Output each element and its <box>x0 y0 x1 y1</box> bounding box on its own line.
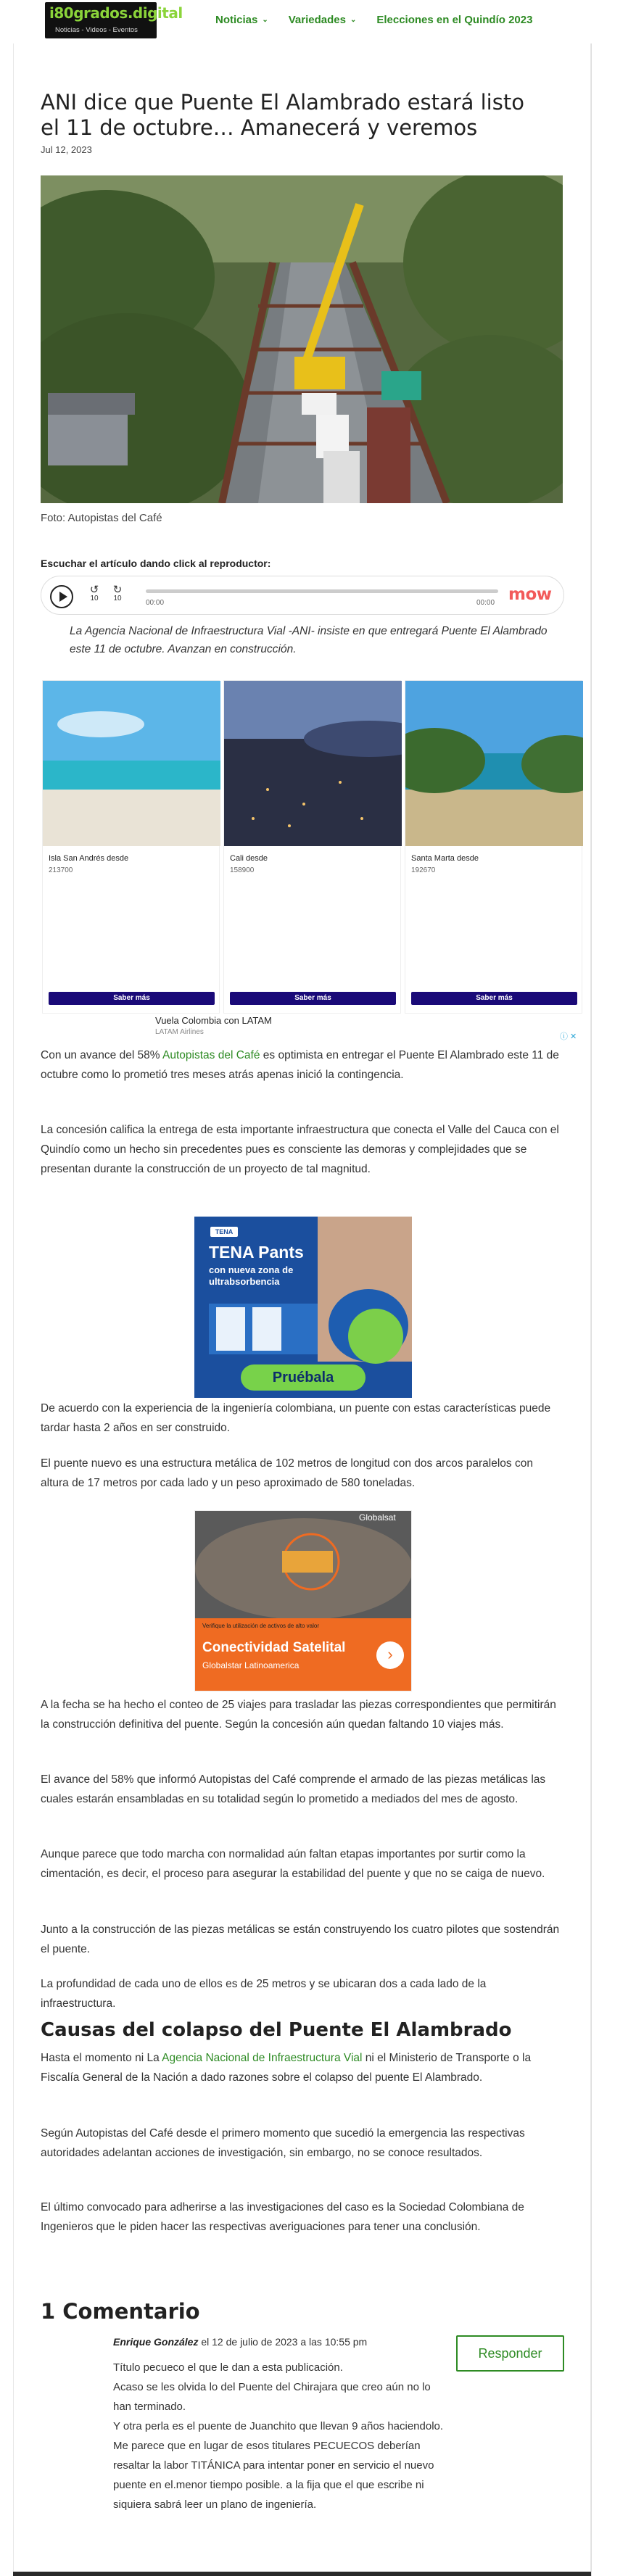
text: Con un avance del 58% <box>41 1049 163 1061</box>
coast-illustration <box>405 681 583 846</box>
arrow-right-icon[interactable]: › <box>376 1641 404 1669</box>
globalsat-headline: Conectividad Satelital <box>202 1640 346 1655</box>
saber-mas-button[interactable]: Saber más <box>230 992 396 1005</box>
adchoices-icon[interactable]: ⓘ ✕ <box>560 1032 577 1041</box>
text: Hasta el momento ni La <box>41 2052 162 2064</box>
ani-link[interactable]: Agencia Nacional de Infraestructura Vial <box>162 2052 363 2064</box>
rewind-icon: ↺ <box>89 584 99 596</box>
article-paragraph: De acuerdo con la experiencia de la ingeniería colombiana, un puente con estas características puede tardar hasta 2 años en ser construido. <box>41 1402 551 1434</box>
autopistas-link[interactable]: Autopistas del Café <box>162 1049 260 1061</box>
ad-image-beach <box>43 681 220 846</box>
article-paragraph: El avance del 58% que informó Autopistas del Café comprende el armado de las piezas metálicas las cuales estarán ensambladas en su totalidad según lo prometido a mediados del mes de agosto. <box>41 1773 546 1805</box>
post-date: Jul 12, 2023 <box>41 144 92 155</box>
nav-label: Elecciones en el Quindío 2023 <box>376 14 533 26</box>
logo-tagline: Noticias - Videos - Eventos <box>55 26 138 34</box>
article-lead: La Agencia Nacional de Infraestructura Vial -ANI- insiste en que entregará Puente El Alambrado este 11 de octubre. Avanzan en construcción. <box>70 625 548 655</box>
saber-mas-button[interactable]: Saber más <box>411 992 577 1005</box>
beach-illustration <box>43 681 220 846</box>
globalsat-image <box>195 1511 412 1618</box>
article-paragraph: Según Autopistas del Café desde el primero momento que sucedió la emergencia las respectivas autoridades adelantan acciones de investigación, sin embargo, no se conoce resultados. <box>41 2127 525 2159</box>
ad-sponsor[interactable]: Vuela Colombia con LATAM <box>155 1015 272 1026</box>
city-illustration <box>224 681 402 846</box>
tena-subheadline: con nueva zona de ultrabsorbencia <box>209 1264 294 1287</box>
ad-banner-tena[interactable] <box>194 1217 412 1398</box>
ad-destination: Cali desde <box>230 854 268 863</box>
comment-line: Título pecueco el que le dan a esta publicación. <box>113 2361 343 2374</box>
article-paragraph: La concesión califica la entrega de esta importante infraestructura que conecta el Valle del Cauca con el Quindío como un hecho sin precedentes pues es consciente las demoras y complejidades que se presentan durante la construcción de un proyecto de tal magnitud. <box>41 1124 559 1175</box>
chevron-down-icon: ⌄ <box>350 16 357 24</box>
text: ni el Ministerio de Transporte o la Fiscalía General de la Nación a dado razones sobre el colapso del puente El Alambrado. <box>41 2052 532 2084</box>
globalsat-tagline: Verifique la utilización de activos de alto valor <box>202 1623 319 1629</box>
divider <box>591 44 592 2576</box>
site-header <box>0 0 636 44</box>
comment-date: el 12 de julio de 2023 a las 10:55 pm <box>198 2336 368 2348</box>
comment-line: Acaso se les olvida lo del Puente del Chirajara que creo aún no lo han terminado. <box>113 2381 431 2413</box>
ad-card[interactable] <box>42 680 220 1014</box>
site-logo[interactable] <box>45 2 183 38</box>
comment-author[interactable]: Enrique González <box>113 2336 199 2348</box>
hero-image-bridge <box>41 175 563 503</box>
nav-item-variedades[interactable] <box>289 14 357 26</box>
chevron-down-icon: ⌄ <box>262 16 268 24</box>
globalsat-logo: Globalsat <box>359 1512 396 1523</box>
comments-title: 1 Comentario <box>41 2299 200 2324</box>
nav-item-elecciones[interactable] <box>376 14 532 26</box>
footer-bar <box>13 2572 591 2576</box>
article-paragraph <box>41 1045 564 1085</box>
article-paragraph <box>41 2048 564 2087</box>
post-title: ANI dice que Puente El Alambrado estará listo el 11 de octubre… Amanecerá y veremos <box>41 90 524 140</box>
skip-back-button[interactable] <box>85 586 104 605</box>
article-paragraph: A la fecha se ha hecho el conteo de 25 viajes para trasladar las piezas correspondientes que permitirán la construcción definitiva del puente. Según la concesión aún quedan faltando 10 viajes más. <box>41 1699 556 1731</box>
time-current: 00:00 <box>146 599 165 607</box>
article-paragraph: Aunque parece que todo marcha con normalidad aún faltan etapas importantes por surtir como la cimentación, es decir, el proceso para asegurar la estabilidad del puente y que no se caiga de nuevo. <box>41 1848 545 1880</box>
forward-icon: ↻ <box>112 584 123 596</box>
ad-sponsor-brand: LATAM Airlines <box>155 1028 204 1036</box>
section-heading: Causas del colapso del Puente El Alambrado <box>41 2019 512 2041</box>
tena-brand: TENA <box>210 1227 238 1237</box>
globalsat-subheadline: Globalstar Latinoamerica <box>202 1660 300 1670</box>
ad-price: 192670 <box>411 866 436 874</box>
ad-price: 213700 <box>49 866 73 874</box>
ad-banner-globalsat[interactable] <box>194 1510 412 1691</box>
saber-mas-button[interactable]: Saber más <box>49 992 215 1005</box>
ad-card[interactable] <box>223 680 401 1014</box>
comment-line: Y otra perla es el puente de Juanchito que llevan 9 años haciendolo. <box>113 2420 444 2432</box>
article-paragraph: La profundidad de cada uno de ellos es de 25 metros y se ubicaran dos a cada lado de la infraestructura. <box>41 1978 487 2010</box>
article-paragraph: El último convocado para adherirse a las investigaciones del caso es la Sociedad Colombiana de Ingenieros que le piden hacer las respectivas averiguaciones para tener una conclusión. <box>41 2201 524 2233</box>
skip-back-seconds: 10 <box>90 595 99 602</box>
article-paragraph: Junto a la construcción de las piezas metálicas se están construyendo los cuatro pilotes que sostendrán el puente. <box>41 1923 560 1955</box>
image-caption: Foto: Autopistas del Café <box>41 512 162 524</box>
nav-label: Noticias <box>215 14 258 26</box>
play-button[interactable] <box>50 585 73 608</box>
nav-label: Variedades <box>288 14 346 26</box>
skip-forward-seconds: 10 <box>113 595 122 602</box>
ad-destination: Santa Marta desde <box>411 854 479 863</box>
ad-card[interactable] <box>405 680 582 1014</box>
nav-item-noticias[interactable] <box>215 14 268 26</box>
ad-image-city <box>224 681 402 846</box>
listen-label: Escuchar el artículo dando click al reproductor: <box>41 558 271 569</box>
comment-line: Me parece que en lugar de esos titulares PECUECOS deberían resaltar la labor TITÁNICA para intentar poner en servicio el nuevo puente en el.menor tiempo posible. a la fija que el que escribe ni siquiera sabrá leer un plano de ingeniería. <box>113 2440 434 2511</box>
reply-button[interactable]: Responder <box>456 2335 564 2372</box>
ad-destination: Isla San Andrés desde <box>49 854 129 863</box>
audio-player <box>41 576 564 615</box>
comment-body <box>113 2358 447 2514</box>
time-total: 00:00 <box>476 599 495 607</box>
pruebala-button[interactable]: Pruébala <box>241 1364 366 1391</box>
player-brand-logo[interactable]: mow <box>508 585 552 604</box>
logo-text: i80grados.digital <box>49 4 183 22</box>
text: es optimista en entregar el Puente El Alambrado este 11 de octubre como lo prometió tres meses atrás apenas inició la contingencia. <box>41 1049 559 1081</box>
article-paragraph: El puente nuevo es una estructura metálica de 102 metros de longitud con dos arcos paralelos con altura de 17 metros por cada lado y un peso aproximado de 580 toneladas. <box>41 1457 533 1489</box>
skip-forward-button[interactable] <box>108 586 127 605</box>
ad-image-coast <box>405 681 583 846</box>
ad-carousel <box>42 680 583 1014</box>
ad-price: 158900 <box>230 866 255 874</box>
hero-illustration <box>41 175 563 503</box>
main-nav <box>215 14 532 26</box>
progress-track[interactable] <box>146 589 498 593</box>
tena-headline: TENA Pants <box>209 1243 304 1262</box>
comment-meta <box>113 2336 367 2348</box>
mining-illustration <box>195 1511 412 1618</box>
